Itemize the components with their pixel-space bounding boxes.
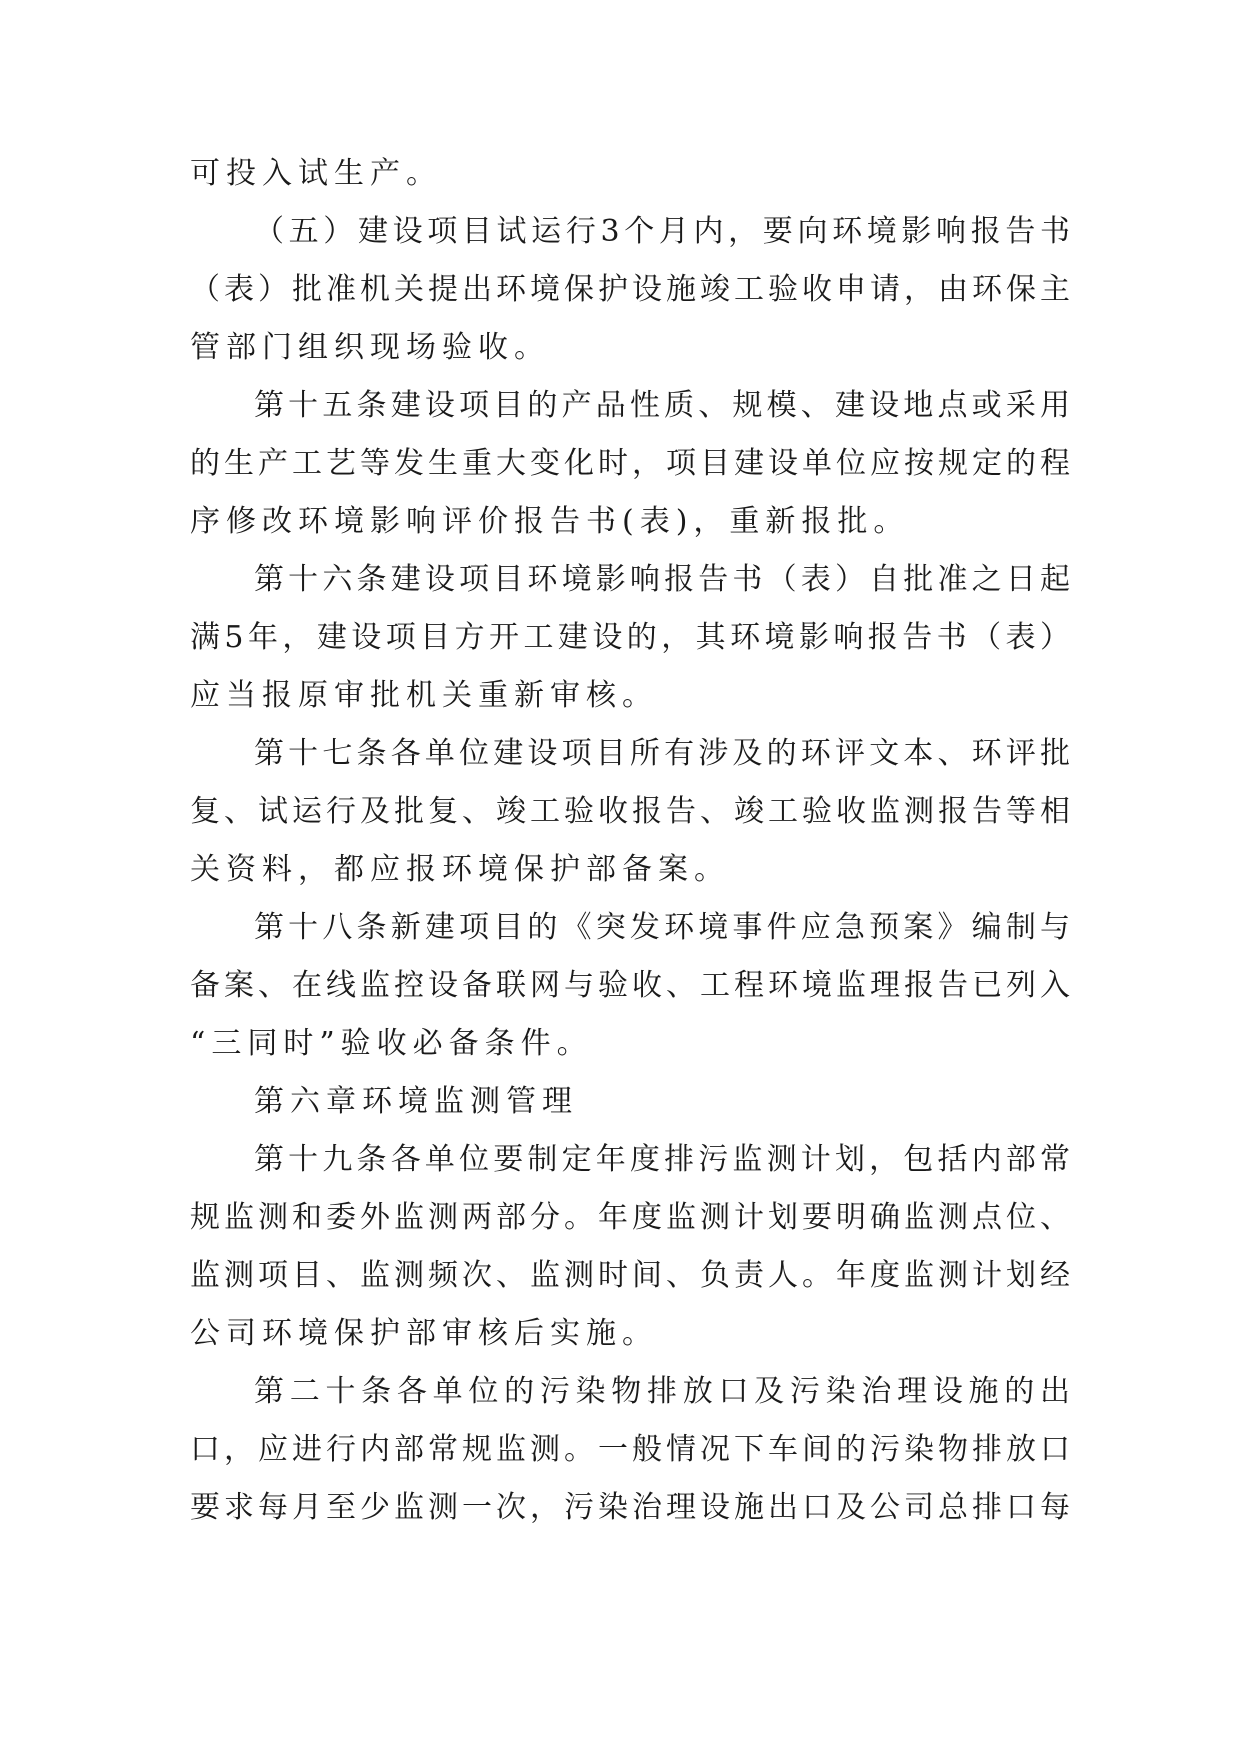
text-line: 关资料，都应报环境保护部备案。 [190, 852, 730, 887]
text-line: 监测项目、监测频次、监测时间、负责人。年度监测计划经 [190, 1258, 1070, 1293]
text-line: 第十七条各单位建设项目所有涉及的环评文本、环评批 [254, 736, 1070, 771]
text-line: 公司环境保护部审核后实施。 [190, 1316, 658, 1351]
text-line: “三同时”验收必备条件。 [190, 1026, 593, 1061]
text-line: 应当报原审批机关重新审核。 [190, 678, 658, 713]
text-line: 规监测和委外监测两部分。年度监测计划要明确监测点位、 [190, 1200, 1070, 1235]
text-line: 第十九条各单位要制定年度排污监测计划，包括内部常 [254, 1142, 1070, 1177]
text-line: 第十六条建设项目环境影响报告书（表）自批准之日起 [254, 562, 1070, 597]
text-line: 口，应进行内部常规监测。一般情况下车间的污染物排放口 [190, 1432, 1070, 1467]
text-line: （五）建设项目试运行3个月内，要向环境影响报告书 [254, 214, 1070, 249]
text-line: 满5年，建设项目方开工建设的，其环境影响报告书（表） [190, 620, 1070, 655]
text-line: 可投入试生产。 [190, 156, 442, 191]
chapter-heading: 第六章环境监测管理 [254, 1084, 578, 1119]
text-line: 第十五条建设项目的产品性质、规模、建设地点或采用 [254, 388, 1070, 423]
text-line: 管部门组织现场验收。 [190, 330, 550, 365]
text-line: 序修改环境影响评价报告书(表)，重新报批。 [190, 504, 910, 539]
text-line: 备案、在线监控设备联网与验收、工程环境监理报告已列入 [190, 968, 1070, 1003]
text-line: 要求每月至少监测一次，污染治理设施出口及公司总排口每 [190, 1490, 1070, 1525]
text-line: （表）批准机关提出环境保护设施竣工验收申请，由环保主 [190, 272, 1070, 307]
text-line: 第二十条各单位的污染物排放口及污染治理设施的出 [254, 1374, 1070, 1409]
text-line: 复、试运行及批复、竣工验收报告、竣工验收监测报告等相 [190, 794, 1070, 829]
text-line: 第十八条新建项目的《突发环境事件应急预案》编制与 [254, 910, 1070, 945]
text-line: 的生产工艺等发生重大变化时，项目建设单位应按规定的程 [190, 446, 1070, 481]
